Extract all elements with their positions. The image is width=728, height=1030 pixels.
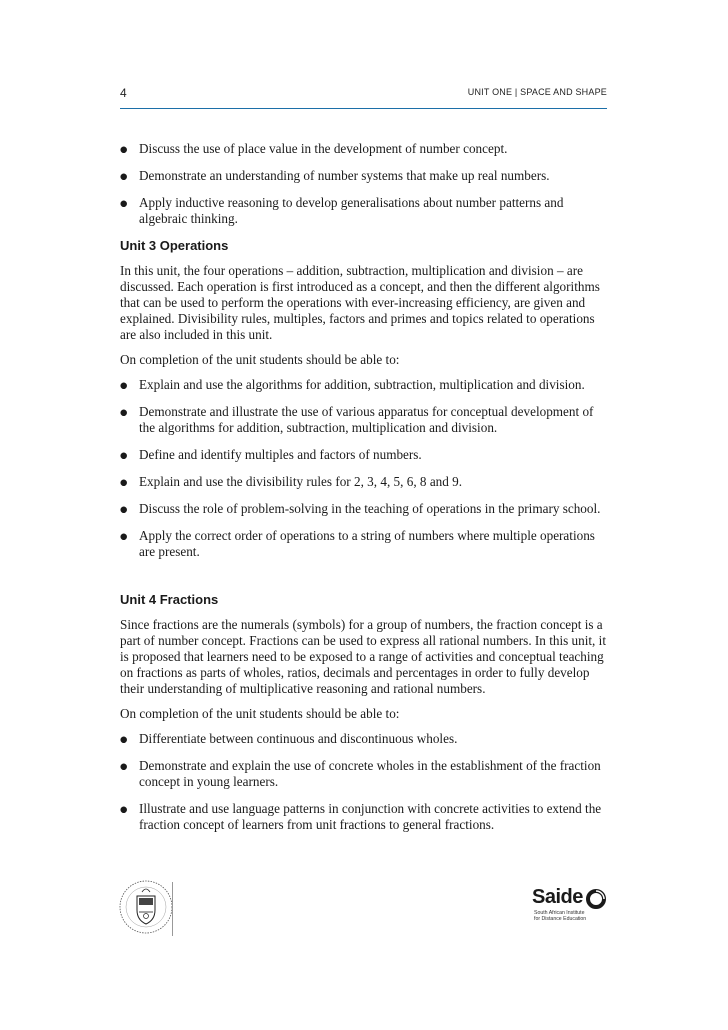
list-item: ● Discuss the role of problem-solving in the teaching of operations in the primary school. (120, 501, 610, 517)
unit4-bullet-list (120, 731, 610, 833)
list-item: ● Differentiate between continuous and discontinuous wholes. (120, 731, 610, 747)
unit3-heading: Unit 3 Operations (120, 238, 229, 253)
footer-divider (172, 882, 173, 936)
unit4-completion-text: On completion of the unit students should be able to: (120, 706, 400, 721)
unit3-paragraph: In this unit, the four operations – addition, subtraction, multiplication and division – are discussed. Each operation is first introduced as a concept, and then the different algorithms that can be used to perform the operations with ever-increasing efficiency, are given and explained. Divisibility rules, multiples, factors and primes and topics related to operations are also included in this unit. (120, 263, 600, 342)
list-item: ● Explain and use the algorithms for addition, subtraction, multiplication and division. (120, 377, 610, 393)
page-number: 4 (120, 86, 127, 100)
list-item: ● Explain and use the divisibility rules for 2, 3, 4, 5, 6, 8 and 9. (120, 474, 610, 490)
list-item: ● Demonstrate and explain the use of concrete wholes in the establishment of the fraction concept in young learners. (120, 758, 610, 790)
section-spacer (120, 560, 610, 592)
saide-logo (532, 886, 612, 926)
university-crest-logo (118, 878, 174, 936)
intro-bullet-list (120, 141, 610, 227)
saide-tagline: South African Institute for Distance Education (534, 910, 587, 922)
unit4-heading: Unit 4 Fractions (120, 592, 219, 607)
list-item: ● Illustrate and use language patterns in conjunction with concrete activities to extend the fraction concept of learners from unit fractions to general fractions. (120, 801, 610, 833)
list-item: ● Define and identify multiples and factors of numbers. (120, 447, 610, 463)
unit3-bullet-list (120, 377, 610, 560)
page-header (120, 84, 607, 109)
list-item: ● Apply the correct order of operations to a string of numbers where multiple operations are present. (120, 528, 610, 560)
unit3-completion-text: On completion of the unit students should be able to: (120, 352, 400, 367)
list-item: ● Apply inductive reasoning to develop generalisations about number patterns and algebraic thinking. (120, 195, 610, 227)
page-content (120, 141, 610, 833)
running-head: UNIT ONE | SPACE AND SHAPE (467, 87, 607, 97)
list-item: ● Demonstrate an understanding of number systems that make up real numbers. (120, 168, 610, 184)
list-item: ● Discuss the use of place value in the development of number concept. (120, 141, 610, 157)
saide-wordmark: Saide (532, 886, 583, 908)
saide-ring-icon (585, 888, 607, 910)
unit4-paragraph: Since fractions are the numerals (symbols) for a group of numbers, the fraction concept is a part of number concept. Fractions can be used to express all rational numbers. In this unit, it is proposed that learners need to be exposed to a range of activities and conceptual teaching on fractions as parts of wholes, ratios, decimals and percentages in order to fully develop their understanding of multiplicative reasoning and rational numbers. (120, 617, 606, 696)
list-item: ● Demonstrate and illustrate the use of various apparatus for conceptual development of the algorithms for addition, subtraction, multiplication and division. (120, 404, 610, 436)
